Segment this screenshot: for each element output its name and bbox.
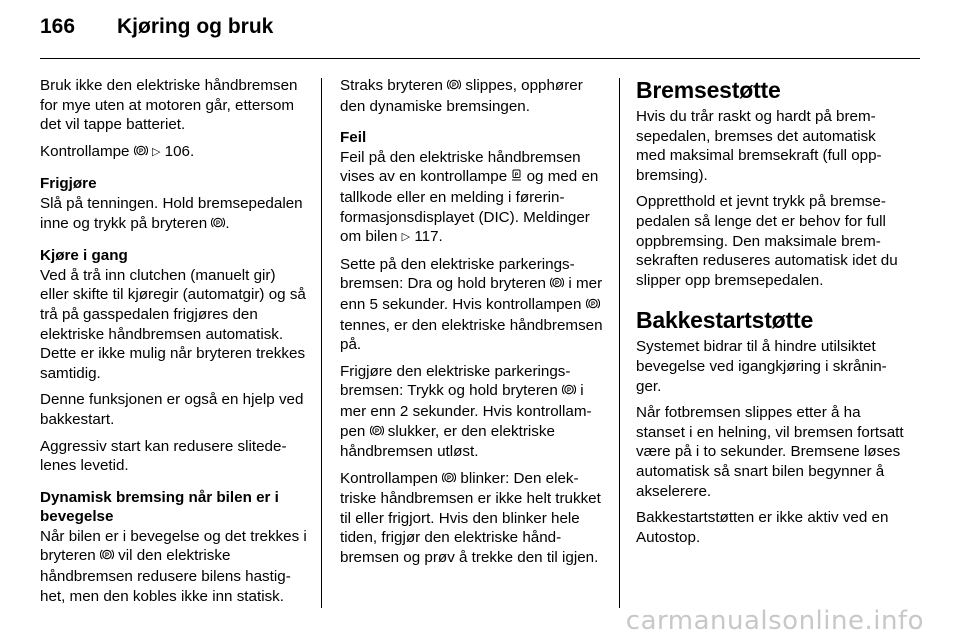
text: Sette på den elektriske parkeringsbremsen: Dra og hold bryteren (340, 255, 575, 293)
svg-text:P: P (216, 220, 221, 227)
chapter-title: Kjøring og bruk (117, 15, 274, 38)
paragraph: Oppretthold et jevnt trykk på bremsepedalen så lenge det er behov for full oppbremsing. Den maksimale bremsekraften reduseres automatisk idet du slipper opp bremsepedalen. (636, 193, 898, 289)
parking-brake-icon (447, 77, 461, 97)
page-reference-icon: ▷ (401, 231, 411, 244)
svg-text:P: P (374, 428, 379, 435)
paragraph: Bruk ikke den elektriske håndbremsen for mye uten at motoren går, ettersom det vil tappe batteriet. (40, 77, 298, 134)
text: Frigjøre den elektriske parkeringsbremsen: Trykk og hold bryteren (340, 362, 571, 400)
text: Kontrollampe (40, 142, 134, 160)
column-divider (619, 78, 620, 608)
svg-text:P: P (447, 475, 452, 482)
parking-brake-icon (370, 423, 384, 443)
text: i mer enn 2 sekunder. Hvis kontrollampen (340, 382, 592, 440)
parking-brake-icon (562, 382, 576, 402)
parking-brake-icon (442, 470, 456, 490)
page-header (40, 15, 273, 49)
svg-text:P: P (138, 148, 143, 155)
paragraph (340, 148, 608, 248)
column-divider (321, 78, 322, 608)
subheading: Dynamisk bremsing når bilen er i bevegelse (40, 488, 279, 526)
svg-text:P: P (104, 553, 109, 560)
page-reference-icon: ▷ (151, 145, 161, 158)
text: og med en tallkode eller en melding i førerinformasjonsdisplayet (DIC). Meldinger om bilen (340, 168, 599, 246)
text: tennes, er den elektriske håndbremsen på. (340, 316, 603, 354)
text: Kontrollampen (340, 469, 443, 487)
paragraph: Hvis du trår raskt og hardt på bremsepedalen, bremses det automatisk med maksimal bremsekraft (full oppbremsing). (636, 108, 882, 184)
paragraph (340, 76, 608, 116)
header-divider (40, 58, 920, 59)
text: slukker, er den elektriske håndbremsen utløst. (340, 422, 555, 461)
text: Straks bryteren (340, 77, 448, 94)
text: Feil på den elektriske håndbremsen vises av en kontrollampe (340, 148, 581, 186)
svg-text:P: P (515, 172, 519, 179)
parking-brake-icon (134, 143, 148, 163)
paragraph: Når fotbremsen slippes etter å ha stanset i en helning, vil bremsen fortsatt være på i to sekunder. Bremsene løses automatisk så snart bilen begynner å akselerere. (636, 404, 904, 500)
text: i mer enn 5 sekunder. Hvis kontrollampen (340, 275, 603, 313)
subheading: Feil (340, 129, 367, 147)
section-heading: Bakkestartstøtte (636, 307, 814, 334)
subheading: Kjøre i gang (40, 247, 128, 265)
paragraph (40, 142, 308, 163)
svg-text:P: P (452, 82, 457, 89)
column-1 (40, 76, 308, 613)
paragraph: Denne funksjonen er også en hjelp ved bakkestart. (40, 391, 304, 428)
text: . (225, 214, 230, 232)
page-number: 166 (40, 15, 76, 38)
paragraph (40, 194, 308, 234)
parking-brake-icon (100, 547, 114, 567)
parking-brake-icon (550, 275, 564, 295)
svg-text:P: P (567, 388, 572, 395)
subheading: Frigjøre (40, 175, 97, 193)
column-3 (636, 76, 904, 554)
text: vil den elektriske håndbremsen redusere bilens hastighet, men den kobles ikke inn statisk. (40, 547, 291, 605)
paragraph (340, 469, 608, 568)
text: Når bilen er i bevegelse og det trekkes i bryteren (40, 527, 307, 565)
text: blinker: Den elektriske håndbremsen er ikke helt trukket til eller frigjort. Hvis den blinker hele tiden, frigjør den elektriske håndbremsen og prøv å trekke den til igjen. (340, 469, 601, 567)
text: 106. (160, 142, 195, 160)
paragraph: Systemet bidrar til å hindre utilsiktet bevegelse ved igangkjøring i skråninger. (636, 338, 887, 395)
text: 117. (410, 228, 443, 246)
watermark: carmanualsonline.info (625, 606, 924, 636)
brake-warning-icon (511, 168, 522, 188)
paragraph: Aggressiv start kan redusere slitedelenes levetid. (40, 437, 287, 475)
paragraph (340, 362, 608, 462)
paragraph: Ved å trå inn clutchen (manuelt gir) eller skifte til kjøregir (automatgir) og så trå på gasspedalen frigjøres den elektriske håndbremsen automatisk. Dette er ikke mulig når bryteren trekkes samtidig. (40, 266, 306, 382)
text: slippes, opphører den dynamiske bremsingen. (340, 77, 583, 115)
paragraph (40, 527, 308, 606)
parking-brake-icon (211, 215, 225, 235)
section-heading: Bremsestøtte (636, 77, 781, 103)
text: Slå på tenningen. Hold bremsepedalen inne og trykk på bryteren (40, 194, 303, 232)
parking-brake-icon (586, 296, 600, 316)
svg-text:P: P (590, 301, 595, 308)
column-2 (340, 76, 608, 575)
paragraph (340, 255, 608, 355)
svg-text:P: P (555, 281, 560, 288)
paragraph: Bakkestartstøtten er ikke aktiv ved en Autostop. (636, 509, 889, 546)
